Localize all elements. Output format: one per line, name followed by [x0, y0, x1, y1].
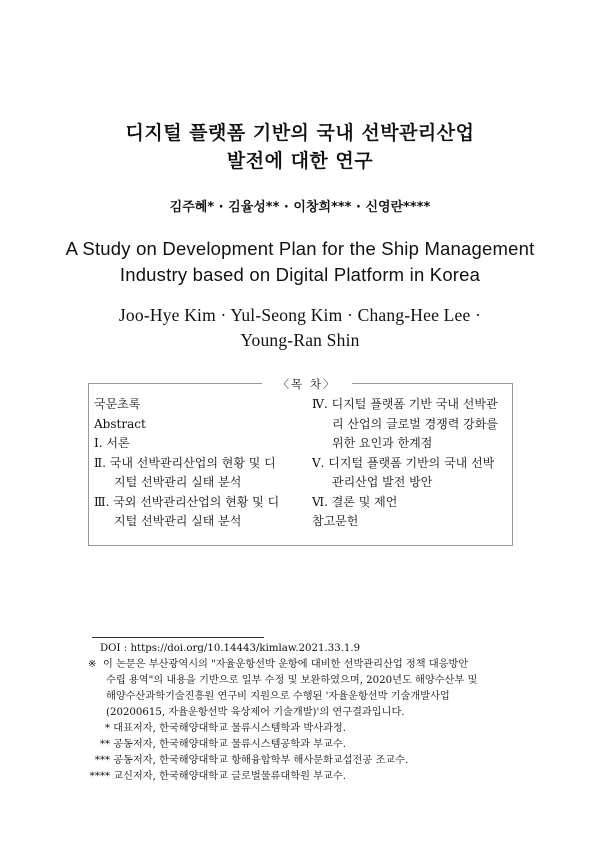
doi-line: DOI : https://doi.org/10.14443/kimlaw.2021.33.1.9: [100, 643, 361, 654]
toc-item: 국문초록: [94, 397, 141, 411]
affiliation-text: 대표저자, 한국해양대학교 물류시스템학과 박사과정.: [113, 723, 346, 734]
toc-item-continuation: 관리산업 발전 방안: [332, 475, 433, 489]
toc-item-continuation: 지털 선박관리 실태 분석: [114, 514, 242, 528]
affiliation-mark: ****: [89, 771, 110, 782]
footnote-divider: [92, 637, 264, 638]
toc-item-continuation: 지털 선박관리 실태 분석: [114, 475, 242, 489]
toc-heading: 〈목 차〉: [262, 376, 352, 392]
author-affiliations: [86, 721, 516, 785]
toc-item: Ⅰ. 서론: [94, 436, 130, 450]
author-affiliation: [86, 737, 516, 753]
affiliation-text: 공동저자, 한국해양대학교 물류시스템공학과 부교수.: [113, 739, 346, 750]
toc-item: Abstract: [94, 416, 146, 431]
author-affiliation: [86, 769, 516, 785]
toc-item: 참고문헌: [312, 514, 359, 528]
title-english-line-2: Industry based on Digital Platform in Korea: [119, 264, 481, 285]
funding-note-line: (20200615, 자율운항선박 육상제어 기술개발)'의 연구결과입니다.: [106, 707, 405, 718]
affiliation-text: 공동저자, 한국해양대학교 항해융합학부 해사문화교섭전공 조교수.: [113, 755, 409, 766]
funding-note-line: 해양수산과학기술진흥원 연구비 지원으로 수행된 '자율운항선박 기술개발사업: [106, 691, 450, 702]
affiliation-mark: ***: [94, 755, 110, 766]
toc-left-column: [94, 395, 304, 532]
title-english-line-1: A Study on Development Plan for the Ship Management: [65, 238, 535, 259]
toc-item: Ⅱ. 국내 선박관리산업의 현황 및 디: [94, 455, 276, 470]
funding-note-line: 수립 용역"의 내용을 기반으로 일부 수정 및 보완하였으며, 2020년도 해양수산부 및: [106, 675, 478, 686]
toc-item-continuation: 위한 요인과 한계점: [332, 436, 433, 450]
authors-korean: 김주혜* · 김율성** · 이창희*** · 신영란****: [169, 200, 431, 215]
funding-note-mark: ※: [88, 659, 97, 670]
affiliation-mark: **: [99, 739, 110, 750]
affiliation-mark: *: [104, 723, 110, 734]
author-affiliation: [86, 753, 516, 769]
affiliation-text: 교신저자, 한국해양대학교 글로벌물류대학원 부교수.: [113, 771, 346, 782]
author-affiliation: [86, 721, 516, 737]
toc-item: Ⅴ. 디지털 플랫폼 기반의 국내 선박: [312, 455, 495, 470]
toc-right-column: [312, 395, 510, 532]
toc-item: Ⅲ. 국외 선박관리산업의 현황 및 디: [94, 494, 280, 509]
title-korean-line-1: 디지털 플랫폼 기반의 국내 선박관리산업: [125, 122, 475, 144]
funding-note: [103, 657, 513, 721]
toc-item: Ⅵ. 결론 및 제언: [312, 494, 398, 509]
title-korean-line-2: 발전에 대한 연구: [226, 150, 374, 172]
authors-english-line-2: Young-Ran Shin: [240, 330, 360, 350]
funding-note-line: 이 논문은 부산광역시의 "자율운항선박 운항에 대비한 선박관리산업 정책 대응방안: [103, 659, 469, 670]
toc-item-continuation: 리 산업의 글로벌 경쟁력 강화를: [332, 416, 498, 431]
toc-item: Ⅳ. 디지털 플랫폼 기반 국내 선박관: [312, 397, 498, 411]
authors-english-line-1: Joo-Hye Kim · Yul-Seong Kim · Chang-Hee Lee ·: [118, 305, 482, 325]
